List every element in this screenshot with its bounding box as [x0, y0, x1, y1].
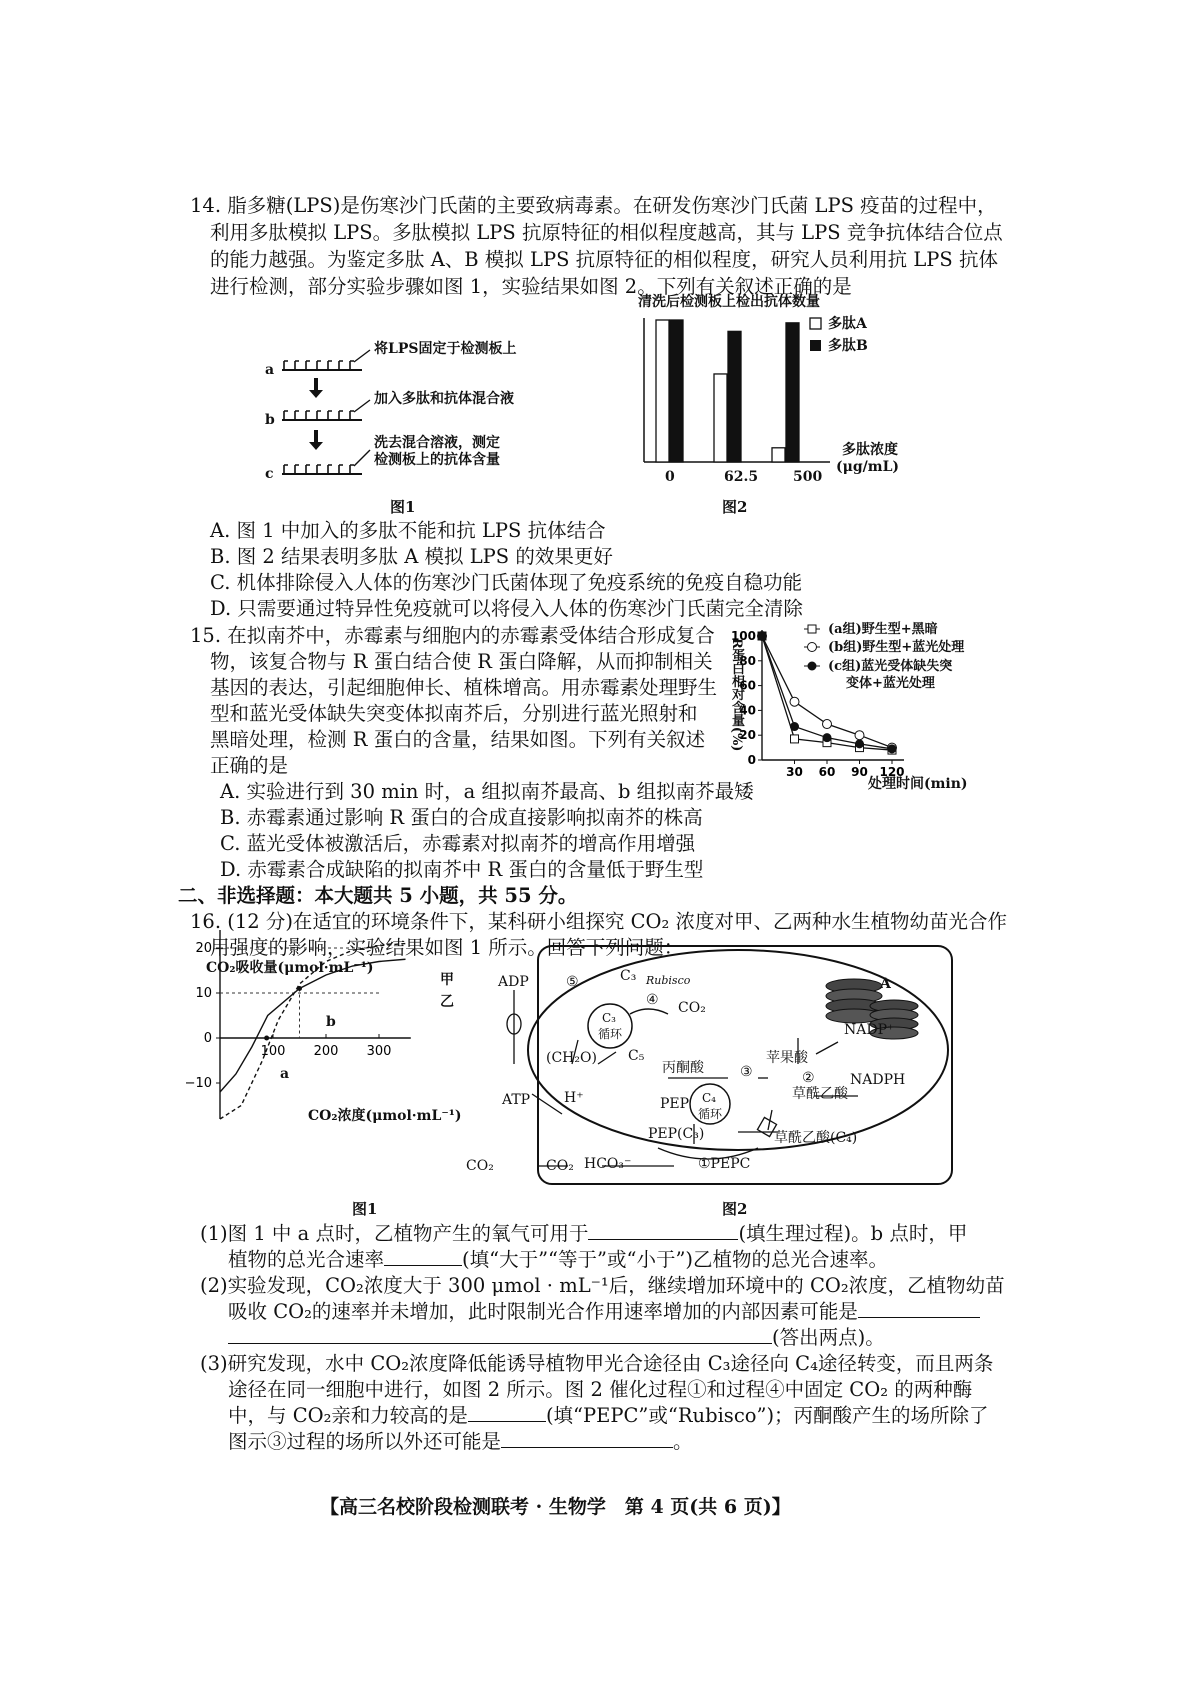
q14-fig1-caption: 图1 [390, 498, 416, 516]
plate-well [306, 465, 310, 474]
q16-line-1: 16. (12 分)在适宜的环境条件下，某科研小组探究 CO₂ 浓度对甲、乙两种水生植物幼苗光合作 [190, 910, 1008, 933]
fig2-c4cycle-2: 循环 [698, 1107, 723, 1121]
fig2-co2-in: CO₂ [678, 1000, 706, 1016]
q16-sub1-line2 [228, 1246, 888, 1273]
q15-legend-a: (a组)野生型+黑暗 [828, 622, 938, 637]
q14-fig2-caption: 图2 [722, 498, 748, 516]
plate-well [350, 361, 354, 370]
q15-point [823, 720, 832, 729]
plate-well [306, 411, 310, 420]
q15-ytick-label: 20 [739, 728, 756, 743]
plate-well [317, 361, 321, 370]
q15-line-1: 15. 在拟南芥中，赤霉素与细胞内的赤霉素受体结合形成复合 [190, 624, 715, 647]
fig2-step4: ④ [646, 992, 659, 1008]
fig2-c3cycle-2: 循环 [598, 1027, 623, 1041]
q16-line-2: 用强度的影响，实验结果如图 1 所示。回答下列问题： [210, 936, 684, 959]
q14-option-a: A. 图 1 中加入的多肽不能和抗 LPS 抗体结合 [210, 519, 606, 542]
q14-option-c: C. 机体排除侵入人体的伤寒沙门氏菌体现了免疫系统的免疫自稳功能 [210, 571, 803, 594]
fig2-c4cycle-1: C₄ [702, 1091, 716, 1105]
q16-sub3-text: 中，与 CO₂亲和力较高的是 [228, 1404, 468, 1427]
down-arrow-icon [309, 430, 323, 450]
q16-series-1 [220, 959, 406, 1092]
plate-well [295, 361, 299, 370]
fig2-c3: C₃ [620, 968, 637, 984]
legend-b-swatch [810, 340, 821, 351]
q16-fig1-ylabel: CO₂吸收量(μmol·mL⁻¹) [206, 960, 374, 976]
fig2-c3cycle-1: C₃ [602, 1011, 616, 1025]
fig2-nadp: NADP⁺ [844, 1022, 895, 1038]
fig2-ch2o: (CH₂O) [546, 1050, 597, 1066]
step2-text: 加入多肽和抗体混合液 [374, 391, 514, 407]
bar-xlabel-2: (μg/mL) [836, 459, 900, 475]
q15-line-5: 黑暗处理，检测 R 蛋白的含量，结果如图。下列有关叙述 [210, 728, 706, 751]
fig2-hplus: H⁺ [564, 1090, 584, 1106]
bar-多肽A-0 [656, 320, 669, 462]
page-footer: 【高三名校阶段检测联考 · 生物学 第 4 页(共 6 页)】 [320, 1496, 791, 1518]
answer-blank-4[interactable] [468, 1403, 546, 1422]
plate-well [328, 465, 332, 474]
fig2-c5: C₅ [628, 1048, 645, 1064]
q14-fig1 [265, 340, 570, 500]
fig2-step2: ② [802, 1070, 815, 1086]
q16-fig1-xlabel: CO₂浓度(μmol·mL⁻¹) [308, 1108, 462, 1124]
fig2-pep: PEP [660, 1096, 690, 1112]
q15-xtick-label: 60 [818, 765, 836, 779]
plate-well [284, 465, 288, 474]
bar-多肽A-500 [772, 448, 785, 462]
q16-sub3-text-2: (填“PEPC”或“Rubisco”)；丙酮酸产生的场所除了 [545, 1404, 989, 1427]
q15-option-c: C. 蓝光受体被激活后，赤霉素对拟南芥的增高作用增强 [220, 832, 696, 855]
plate-well [328, 361, 332, 370]
q15-xtick-label: 90 [851, 765, 868, 779]
q16-xtick-label: 200 [313, 1044, 339, 1059]
q15-point [823, 733, 832, 742]
plate-well [317, 465, 321, 474]
q16-sub1-tail: (填生理过程)。b 点时，甲 [738, 1222, 968, 1245]
q14-line-1: 14. 脂多糖(LPS)是伤寒沙门氏菌的主要致病毒素。在研发伤寒沙门氏菌 LPS 疫苗的过程中， [190, 194, 997, 217]
q16-ytick-label: 10 [195, 986, 212, 1001]
label-jia: 甲 [440, 972, 454, 988]
plate-well [295, 465, 299, 474]
plate-well [295, 411, 299, 420]
fig2-atp: ATP [502, 1092, 531, 1108]
q14-line-4: 进行检测，部分实验步骤如图 1，实验结果如图 2。下列有关叙述正确的是 [210, 275, 852, 298]
q16-sub3-text-3: 图示③过程的场所以外还可能是 [228, 1430, 502, 1453]
q15-line-6: 正确的是 [210, 754, 289, 777]
bar-多肽A-62.5 [714, 374, 727, 462]
plate-well [350, 411, 354, 420]
bar-tick-0: 0 [665, 469, 675, 485]
q15-line-4: 型和蓝光受体缺失突变体拟南芥后，分别进行蓝光照射和 [210, 702, 698, 725]
section-2-heading: 二、非选择题：本大题共 5 小题，共 55 分。 [178, 884, 578, 907]
q16-sub2-line2 [228, 1298, 980, 1325]
step-a-label: a [265, 362, 275, 378]
q15-legend-c-2: 变体+蓝光处理 [846, 676, 935, 691]
fig2-oaa-c4: 草酰乙酸(C₄) [774, 1130, 858, 1146]
q15-ytick-label: 100 [730, 629, 756, 643]
q15-chart [728, 618, 1058, 808]
q15-xtick-label: 30 [786, 765, 803, 779]
q15-point [790, 722, 799, 731]
plate-well [328, 411, 332, 420]
q16-sub1-text-2: 植物的总光合速率 [228, 1248, 385, 1271]
answer-blank-5[interactable] [501, 1429, 673, 1448]
q16-xtick-label: 300 [366, 1044, 392, 1059]
bar-多肽B-0 [670, 320, 683, 462]
q15-legend-b: (b组)野生型+蓝光处理 [828, 640, 965, 655]
q15-legend-c-1: (c组)蓝光受体缺失突 [828, 659, 953, 674]
bar-xlabel-1: 多肽浓度 [842, 442, 898, 458]
q15-ytick-label: 0 [747, 753, 756, 767]
q14-option-b: B. 图 2 结果表明多肽 A 模拟 LPS 的效果更好 [210, 545, 613, 568]
q16-xtick-label: 100 [260, 1044, 286, 1059]
plate-well [317, 411, 321, 420]
q14-line-3: 的能力越强。为鉴定多肽 A、B 模拟 LPS 抗原特征的相似程度，研究人员利用抗 LPS 抗体 [210, 248, 998, 271]
plate-well [284, 411, 288, 420]
q16-sub1-text: (1)图 1 中 a 点时，乙植物产生的氧气可用于 [200, 1222, 589, 1245]
fig2-rubisco: Rubisco [646, 974, 691, 987]
q15-option-b: B. 赤霉素通过影响 R 蛋白的合成直接影响拟南芥的株高 [220, 806, 703, 829]
q14-option-d: D. 只需要通过特异性免疫就可以将侵入人体的伤寒沙门氏菌完全清除 [210, 597, 803, 620]
label-yi: 乙 [440, 994, 454, 1010]
q15-point [790, 697, 799, 706]
fig2-hco3: HCO₃⁻ [584, 1156, 632, 1172]
q16-sub3-line2: 途径在同一细胞中进行，如图 2 所示。图 2 催化过程①和过程④中固定 CO₂ 的两种酶 [228, 1378, 973, 1401]
plate-well [339, 361, 343, 370]
fig2-step3: ③ [740, 1064, 753, 1080]
q16-sub2-text: 吸收 CO₂的速率并未增加，此时限制光合作用速率增加的内部因素可能是 [228, 1300, 858, 1323]
q15-point [855, 739, 864, 748]
q16-sub2-line1: (2)实验发现，CO₂浓度大于 300 μmol · mL⁻¹后，继续增加环境中的 CO₂浓度，乙植物幼苗 [200, 1274, 1005, 1297]
fig2-nadph: NADPH [850, 1072, 906, 1088]
fig2-step5: ⑤ [566, 974, 579, 990]
q14-fig2-title: 清洗后检测板上检出抗体数量 [638, 294, 820, 310]
q15-ytick-label: 80 [739, 653, 756, 668]
q16-sub3-line3 [228, 1402, 989, 1429]
q16-sub3-line1: (3)研究发现，水中 CO₂浓度降低能诱导植物甲光合途径由 C₃途径向 C₄途径转变，而且两条 [200, 1352, 994, 1375]
answer-blank-1[interactable] [588, 1221, 738, 1240]
q15-ytick-label: 40 [739, 703, 756, 718]
q15-point [855, 731, 864, 740]
q15-legend-marker-a [808, 625, 816, 633]
point-a-label: a [280, 1066, 290, 1082]
q14-fig2 [630, 292, 930, 492]
q16-point-a [264, 1036, 269, 1041]
answer-blank-3b[interactable] [228, 1325, 772, 1344]
fig2-co2-out: CO₂ [466, 1158, 494, 1174]
bar-多肽B-500 [786, 323, 799, 462]
q15-point [791, 735, 799, 743]
step3-text-2: 检测板上的抗体含量 [374, 452, 500, 468]
q15-line-3: 基因的表达，引起细胞伸长、植株增高。用赤霉素处理野生 [210, 676, 718, 699]
q16-fig2 [466, 944, 956, 1188]
q15-option-d: D. 赤霉素合成缺陷的拟南芥中 R 蛋白的含量低于野生型 [220, 858, 704, 881]
q15-legend-marker-c [808, 662, 817, 671]
bar-tick-1: 62.5 [724, 469, 759, 485]
fig2-malate: 苹果酸 [766, 1050, 808, 1066]
q15-line-2: 物，该复合物与 R 蛋白结合使 R 蛋白降解，从而抑制相关 [210, 650, 713, 673]
q16-fig1-caption: 图1 [352, 1200, 378, 1218]
q16-fig1 [184, 941, 510, 1160]
q16-sub2-line3 [228, 1324, 885, 1351]
point-b-label: b [326, 1014, 336, 1030]
answer-blank-2[interactable] [384, 1247, 462, 1266]
q15-xtick-label: 120 [879, 765, 905, 779]
q16-sub2-tail: (答出两点)。 [772, 1326, 885, 1349]
bar-tick-2: 500 [793, 469, 823, 485]
plate-well [350, 465, 354, 474]
plate-well [339, 465, 343, 474]
q16-ytick-label: −10 [184, 1076, 212, 1091]
q16-point-b [297, 986, 302, 991]
step-c-label: c [265, 466, 274, 482]
plate-well [339, 411, 343, 420]
q16-sub1-text-3: (填“大于”“等于”或“小于”)乙植物的总光合速率。 [462, 1248, 889, 1271]
fig2-adp: ADP [498, 974, 529, 990]
q15-option-a: A. 实验进行到 30 min 时，a 组拟南芥最高、b 组拟南芥最矮 [220, 780, 754, 803]
q14-line-2: 利用多肽模拟 LPS。多肽模拟 LPS 抗原特征的相似程度越高，其与 LPS 竞争抗体结合位点 [210, 221, 1003, 244]
q15-xlabel: 处理时间(min) [868, 776, 968, 792]
step3-text-1: 洗去混合溶液，测定 [374, 435, 500, 451]
q15-point [888, 744, 897, 753]
q16-curve-chart [184, 941, 510, 1160]
plate-well [306, 361, 310, 370]
down-arrow-icon [309, 378, 323, 398]
q16-sub3-end: 。 [673, 1430, 693, 1453]
q16-ytick-label: 20 [195, 941, 212, 956]
answer-blank-3[interactable] [858, 1299, 980, 1318]
q16-sub3-line4 [228, 1428, 693, 1455]
fig2-pep-c3: PEP(C₃) [648, 1126, 705, 1142]
q15-legend-marker-b [808, 643, 817, 652]
q15-ytick-label: 60 [739, 678, 756, 693]
q15-point [758, 632, 767, 641]
step1-text: 将LPS固定于检测板上 [374, 341, 517, 357]
fig2-pyruvate: 丙酮酸 [662, 1060, 704, 1076]
legend-a-swatch [810, 318, 821, 329]
q15-ylabel: R蛋白相对含量(%) [729, 638, 744, 752]
q16-fig2-caption: 图2 [722, 1200, 748, 1218]
plate-well [284, 361, 288, 370]
q16-ytick-label: 0 [203, 1031, 212, 1046]
fig2-co2-mid: CO₂ [546, 1158, 574, 1174]
fig2-pepc: ①PEPC [698, 1156, 751, 1172]
fig2-thylakoid-label: A [880, 976, 891, 992]
legend-b-label: 多肽B [828, 338, 868, 354]
fig2-oaa: 草酰乙酸 [792, 1086, 848, 1102]
bar-多肽B-62.5 [728, 331, 741, 462]
q14-fig1-svg [270, 340, 570, 500]
q16-sub1-line1 [200, 1220, 967, 1247]
step-b-label: b [265, 412, 275, 428]
legend-a-label: 多肽A [828, 316, 867, 332]
